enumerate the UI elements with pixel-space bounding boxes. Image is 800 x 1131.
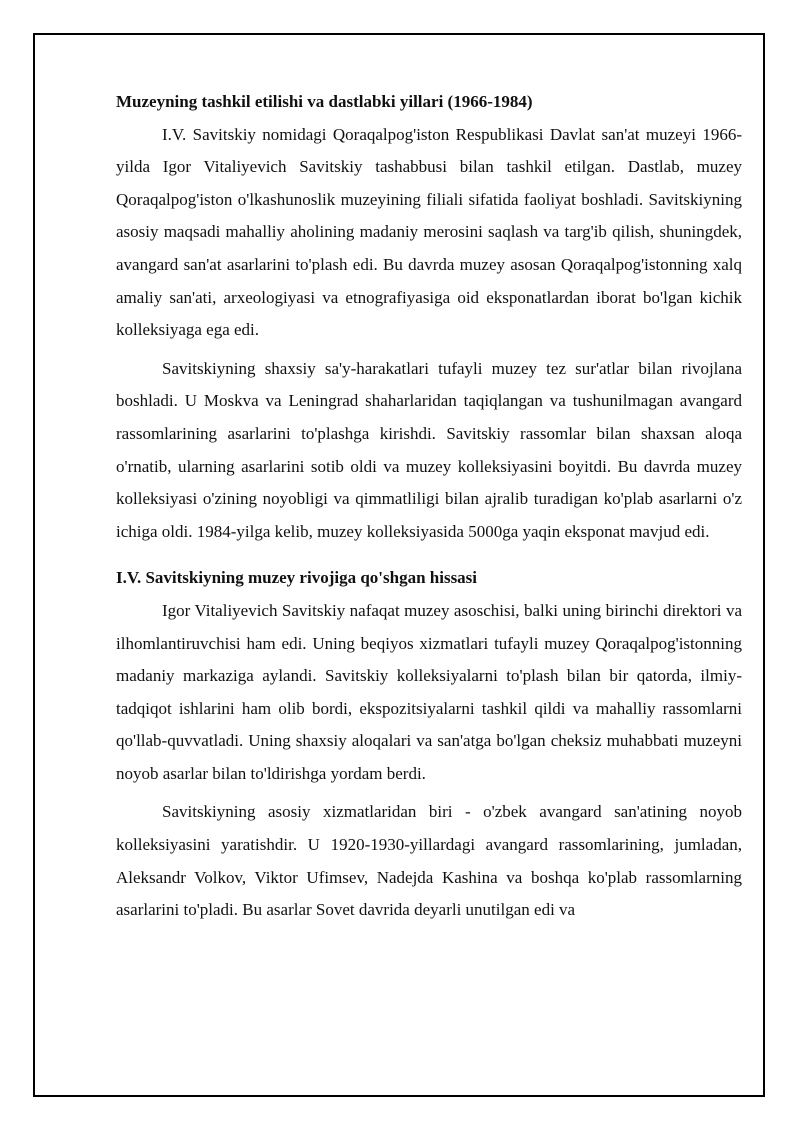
paragraph: Savitskiyning asosiy xizmatlaridan biri - o'zbek avangard san'atining noyob kolleksiyasini yaratishdir. U 1920-1930-yillardagi avangard rassomlarining, jumladan, Aleksandr Volkov, Viktor Ufimsev, Nadejda Kashina va boshqa ko'plab rassomlarning asarlarini to'pladi. Bu asarlar Sovet davrida deyarli unutilgan edi va <box>116 802 742 920</box>
paragraph: I.V. Savitskiy nomidagi Qoraqalpog'iston Respublikasi Davlat san'at muzeyi 1966-yilda Igor Vitaliyevich Savitskiy tashabbusi bilan tashkil etilgan. Dastlab, muzey Qoraqalpog'iston o'lkashunoslik muzeyining filiali sifatida faoliyat boshladi. Savitskiyning asosiy maqsadi mahalliy aholining madaniy merosini saqlash va targ'ib qilish, shuningdek, avangard san'at asarlarini to'plash edi. Bu davrda muzey asosan Qoraqalpog'istonning xalq amaliy san'ati, arxeologiyasi va etnografiyasiga oid eksponatlardan iborat bo'lgan kichik kolleksiyaga ega edi. <box>116 124 742 340</box>
document-body <box>116 86 742 933</box>
section-heading-contribution: I.V. Savitskiyning muzey rivojiga qo'shgan hissasi <box>116 568 478 588</box>
section-heading-founding: Muzeyning tashkil etilishi va dastlabki yillari (1966-1984) <box>116 92 533 111</box>
paragraph: Savitskiyning shaxsiy sa'y-harakatlari tufayli muzey tez sur'atlar bilan rivojlana boshladi. U Moskva va Leningrad shaharlaridan taqiqlangan va tushunilmagan avangard rassomlarining asarlarini to'plashga kirishdi. Savitskiy rassomlar bilan shaxsan aloqa o'rnatib, ularning asarlarini sotib oldi va muzey kolleksiyasini boyitdi. Bu davrda muzey kolleksiyasi o'zining noyobligi va qimmatliligi bilan ajralib turadigan ko'plab asarlarni o'z ichiga oldi. 1984-yilga kelib, muzey kolleksiyasida 5000ga yaqin eksponat mavjud edi. <box>116 358 742 541</box>
paragraph: Igor Vitaliyevich Savitskiy nafaqat muzey asoschisi, balki uning birinchi direktori va ilhomlantiruvchisi ham edi. Uning beqiyos xizmatlari tufayli muzey Qoraqalpog'istonning madaniy markaziga aylandi. Savitskiy kolleksiyalarni to'plash bilan bir qatorda, ilmiy-tadqiqot ishlarini ham olib bordi, ekspozitsiyalarni tashkil qildi va mahalliy rassomlarni qo'llab-quvvatladi. Uning shaxsiy aloqalari va san'atga bo'lgan cheksiz muhabbati muzeyni noyob asarlar bilan to'ldirishga yordam berdi. <box>116 600 742 783</box>
